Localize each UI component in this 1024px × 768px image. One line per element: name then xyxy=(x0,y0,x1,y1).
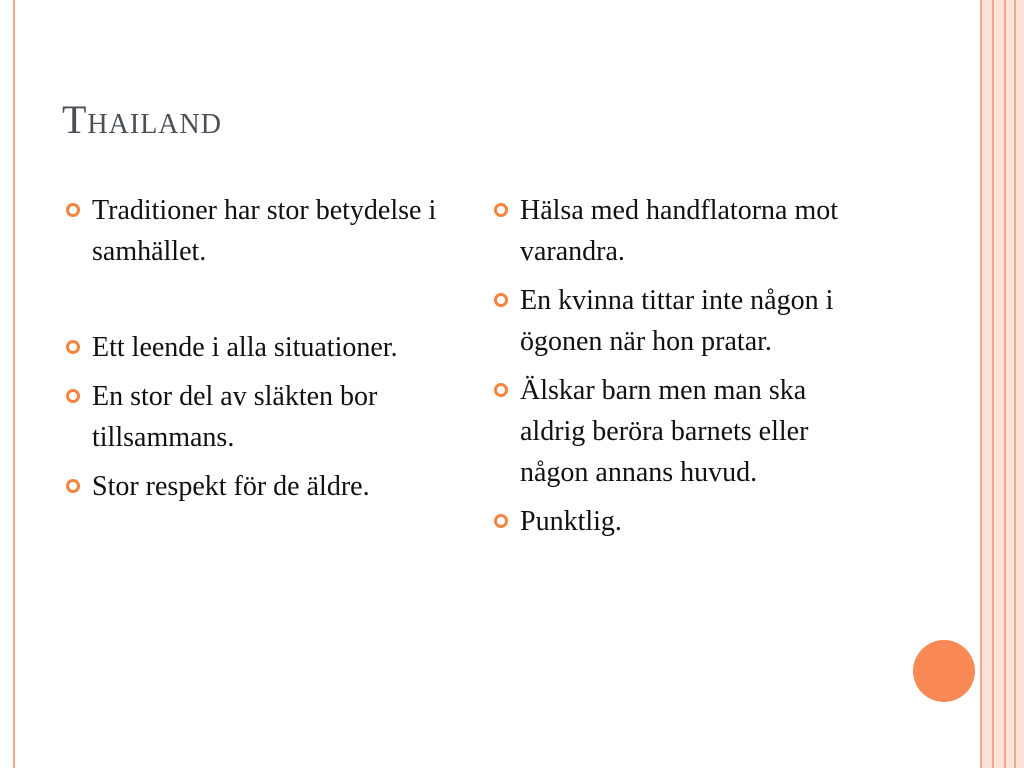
list-item xyxy=(494,280,874,362)
bullet-text: En kvinna tittar inte någon i ögonen när hon pratar. xyxy=(520,285,834,357)
bullet-text: Stor respekt för de äldre. xyxy=(92,471,370,502)
left-frame-line xyxy=(13,0,15,768)
circle-bullet-icon xyxy=(494,383,508,397)
list-item xyxy=(66,327,446,368)
circle-bullet-icon xyxy=(66,479,80,493)
list-item xyxy=(66,190,446,272)
right-bullet-list xyxy=(494,190,874,550)
band-line xyxy=(1014,0,1016,768)
band-line xyxy=(1004,0,1006,768)
circle-bullet-icon xyxy=(494,514,508,528)
circle-bullet-icon xyxy=(494,293,508,307)
band-line xyxy=(992,0,994,768)
circle-bullet-icon xyxy=(66,389,80,403)
bullet-text: Älskar barn men man ska aldrig beröra barnets eller någon annans huvud. xyxy=(520,375,809,488)
bullet-text: Traditioner har stor betydelse i samhället. xyxy=(92,195,437,267)
list-item xyxy=(66,466,446,507)
circle-bullet-icon xyxy=(494,203,508,217)
list-item xyxy=(494,190,874,272)
right-decorative-band xyxy=(980,0,1024,768)
bullet-text: Punktlig. xyxy=(520,506,622,537)
left-bullet-list xyxy=(66,190,446,507)
slide-title: Thailand xyxy=(62,97,222,142)
decorative-circle xyxy=(913,640,975,702)
circle-bullet-icon xyxy=(66,203,80,217)
list-item xyxy=(494,501,874,542)
bullet-text: En stor del av släkten bor tillsammans. xyxy=(92,381,378,453)
list-item xyxy=(494,370,874,493)
band-line xyxy=(980,0,982,768)
bullet-text: Ett leende i alla situationer. xyxy=(92,332,398,363)
bullet-text: Hälsa med handflatorna mot varandra. xyxy=(520,195,839,267)
list-item xyxy=(66,376,446,458)
circle-bullet-icon xyxy=(66,340,80,354)
